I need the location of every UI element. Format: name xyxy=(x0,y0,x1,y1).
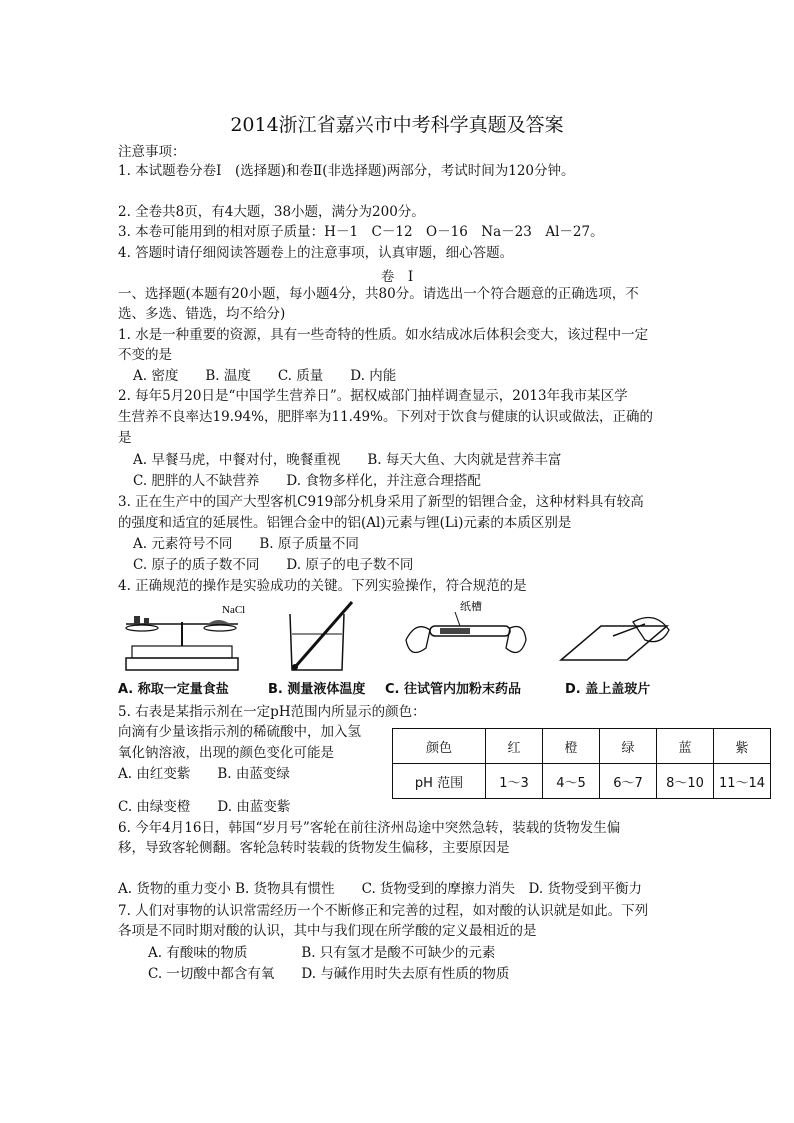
q3-stem: 3. 正在生产中的国产大型客机C919部分机身采用了新型的铝锂合金，这种材料具有较高 xyxy=(118,494,644,510)
color-cell: 橙 xyxy=(543,729,600,764)
q4-stem: 4. 正确规范的操作是实验成功的关键。下列实验操作，符合规范的是 xyxy=(118,578,527,594)
q5-stem: 5. 右表是某指示剂在一定pH范围内所显示的颜色： xyxy=(118,704,426,720)
paper-trough-label: 纸槽 xyxy=(460,600,482,613)
q6-stem: 6. 今年4月16日，韩国“岁月号”客轮在前往济州岛途中突然急转，装载的货物发生偏 xyxy=(118,820,621,836)
ph-range-cell: 11～14 xyxy=(714,764,771,799)
indicator-color-table xyxy=(392,728,771,799)
figure-caption-c: C. 往试管内加粉末药品 xyxy=(385,682,522,697)
ph-range-cell: 8～10 xyxy=(657,764,714,799)
q5-stem-cont: 向滴有少量该指示剂的稀硫酸中，加入氢 xyxy=(118,724,361,740)
table-row xyxy=(393,764,771,799)
q2-stem-cont: 生营养不良率达19.94%，肥胖率为11.49%。下列对于饮食与健康的认识或做法，正确的 xyxy=(118,409,653,425)
q2-options-cd: C. 肥胖的人不缺营养 D. 食物多样化，并注意合理搭配 xyxy=(133,473,481,489)
table-row xyxy=(393,729,771,764)
beaker-figure xyxy=(280,600,360,678)
figure-caption-b: B. 测量液体温度 xyxy=(268,682,366,697)
notice-heading: 注意事项： xyxy=(118,144,186,160)
table-header-ph: pH 范围 xyxy=(393,764,486,799)
notice-item-3: 3. 本卷可能用到的相对原子质量：H－1 C－12 O－16 Na－23 Al－27。 xyxy=(118,224,604,240)
q5-options-cd: C. 由绿变橙 D. 由蓝变紫 xyxy=(118,799,291,815)
q1-stem: 1. 水是一种重要的资源，具有一些奇特的性质。如水结成冰后体积会变大，该过程中一定 xyxy=(118,327,649,343)
ph-range-cell: 1～3 xyxy=(486,764,543,799)
q2-stem-end: 是 xyxy=(118,430,132,446)
q7-stem-cont: 各项是不同时期对酸的认识，其中与我们现在所学酸的定义最相近的是 xyxy=(118,923,537,939)
color-cell: 红 xyxy=(486,729,543,764)
cover-slip-figure xyxy=(555,600,675,678)
q1-stem-cont: 不变的是 xyxy=(118,347,172,363)
color-cell: 紫 xyxy=(714,729,771,764)
q2-options-ab: A. 早餐马虎，中餐对付，晚餐重视 B. 每天大鱼、大肉就是营养丰富 xyxy=(133,452,562,468)
color-cell: 绿 xyxy=(600,729,657,764)
notice-item-4: 4. 答题时请仔细阅读答题卷上的注意事项，认真审题，细心答题。 xyxy=(118,245,514,261)
test-tube-figure xyxy=(400,600,530,678)
q5-options-ab: A. 由红变紫 B. 由蓝变绿 xyxy=(118,766,290,782)
q7-stem: 7. 人们对事物的认识常需经历一个不断修正和完善的过程，如对酸的认识就是如此。下列 xyxy=(118,903,649,919)
volume-label: 卷 Ⅰ xyxy=(380,269,414,285)
q3-options-cd: C. 原子的质子数不同 D. 原子的电子数不同 xyxy=(133,557,414,573)
nacl-label: NaCl xyxy=(222,604,246,616)
section-heading-cont: 选、多选、错选，均不给分) xyxy=(118,306,286,322)
figure-caption-d: D. 盖上盖玻片 xyxy=(565,682,651,697)
q3-options-ab: A. 元素符号不同 B. 原子质量不同 xyxy=(133,536,359,552)
q6-stem-cont: 移，导致客轮侧翻。客轮急转时装载的货物发生偏移，主要原因是 xyxy=(118,840,510,856)
notice-item-1: 1. 本试题卷分卷Ⅰ (选择题)和卷Ⅱ(非选择题)两部分，考试时间为120分钟。 xyxy=(118,163,575,179)
q2-stem: 2. 每年5月20日是“中国学生营养日”。据权威部门抽样调查显示，2013年我市某区学 xyxy=(118,388,628,404)
q7-options-ab: A. 有酸味的物质 B. 只有氢才是酸不可缺少的元素 xyxy=(148,945,496,961)
ph-range-cell: 4～5 xyxy=(543,764,600,799)
q6-options: A. 货物的重力变小 B. 货物具有惯性 C. 货物受到的摩擦力消失 D. 货物受到平衡力 xyxy=(118,881,642,897)
q5-stem-end: 氧化钠溶液，出现的颜色变化可能是 xyxy=(118,745,334,761)
page-title: 2014浙江省嘉兴市中考科学真题及答案 xyxy=(230,114,564,136)
section-heading: 一、选择题(本题有20小题，每小题4分，共80分。请选出一个符合题意的正确选项，不 xyxy=(118,286,639,302)
notice-item-2: 2. 全卷共8页，有4大题，38小题，满分为200分。 xyxy=(118,204,425,220)
q3-stem-cont: 的强度和适宜的延展性。铝锂合金中的铝(Al)元素与锂(Li)元素的本质区别是 xyxy=(118,515,572,531)
q1-options: A. 密度 B. 温度 C. 质量 D. 内能 xyxy=(133,368,397,384)
color-cell: 蓝 xyxy=(657,729,714,764)
table-header-color: 颜色 xyxy=(393,729,486,764)
balance-figure xyxy=(118,600,258,678)
ph-range-cell: 6～7 xyxy=(600,764,657,799)
figure-caption-a: A. 称取一定量食盐 xyxy=(118,682,229,697)
q7-options-cd: C. 一切酸中都含有氧 D. 与碱作用时失去原有性质的物质 xyxy=(148,966,510,982)
